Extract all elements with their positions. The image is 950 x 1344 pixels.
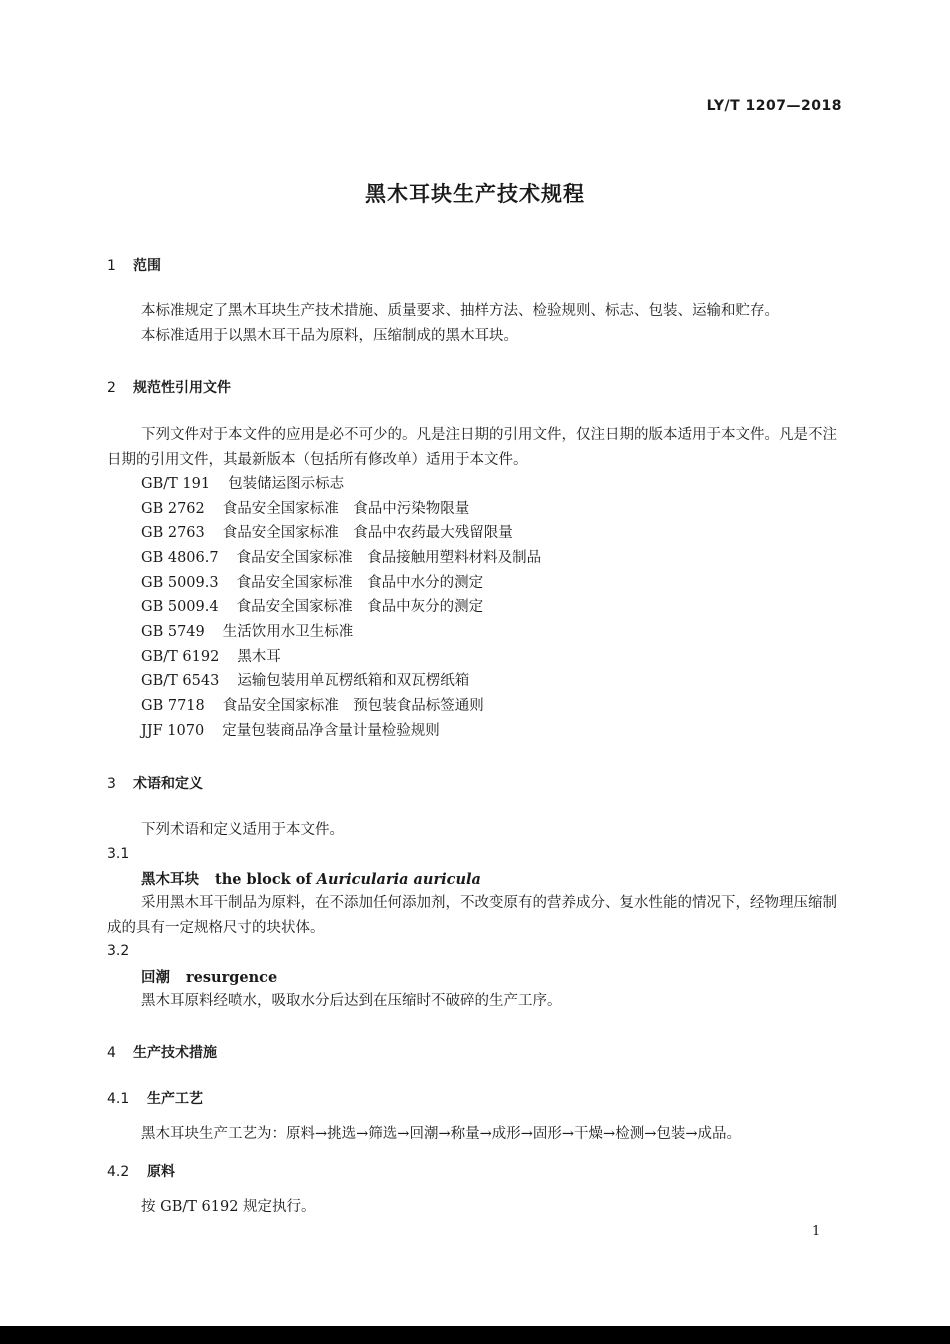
reference-name: 食品安全国家标准 食品中污染物限量 xyxy=(222,501,470,517)
reference-code: GB 4806.7 xyxy=(141,550,219,566)
term-en-prefix: the block of xyxy=(215,871,312,888)
reference-code: GB 5749 xyxy=(141,624,205,640)
reference-item xyxy=(141,546,541,567)
reference-code: GB 2762 xyxy=(141,501,205,517)
reference-item xyxy=(141,595,483,616)
section-1-heading xyxy=(107,255,161,275)
reference-name: 食品安全国家标准 食品中农药最大残留限量 xyxy=(222,525,513,541)
term-number: 3.1 xyxy=(107,846,130,862)
reference-name: 包装储运图示标志 xyxy=(228,476,345,492)
section-4-heading xyxy=(107,1042,217,1062)
reference-code: GB/T 6543 xyxy=(141,673,220,689)
term-3-1 xyxy=(141,868,481,889)
section-2-heading xyxy=(107,377,231,397)
reference-item xyxy=(141,497,469,518)
reference-name: 食品安全国家标准 食品接触用塑料材料及制品 xyxy=(236,550,542,566)
reference-item xyxy=(141,694,484,715)
reference-code: GB 5009.4 xyxy=(141,599,219,615)
paragraph: 本标准适用于以黑木耳干品为原料，压缩制成的黑木耳块。 xyxy=(141,328,518,344)
reference-item xyxy=(141,472,344,493)
section-4-2-heading xyxy=(107,1161,175,1181)
paragraph: 下列术语和定义适用于本文件。 xyxy=(141,822,344,838)
term-number: 3.2 xyxy=(107,943,130,959)
document-title: 黑木耳块生产技术规程 xyxy=(365,182,585,206)
reference-code: GB 2763 xyxy=(141,525,205,541)
reference-item xyxy=(141,571,483,592)
section-title: 生产工艺 xyxy=(147,1091,203,1107)
section-number: 2 xyxy=(107,380,116,396)
reference-code: JJF 1070 xyxy=(141,723,205,739)
reference-code: GB/T 6192 xyxy=(141,649,220,665)
term-en-italic: Auricularia auricula xyxy=(316,871,481,888)
term-definition: 黑木耳原料经喷水，吸取水分后达到在压缩时不破碎的生产工序。 xyxy=(141,993,562,1009)
section-number: 4.1 xyxy=(107,1091,130,1107)
reference-code: GB/T 191 xyxy=(141,476,211,492)
term-en: resurgence xyxy=(186,969,278,986)
section-number: 4.2 xyxy=(107,1164,130,1180)
term-cn: 黑木耳块 xyxy=(141,871,199,888)
paragraph: 按 GB/T 6192 规定执行。 xyxy=(141,1199,316,1215)
paragraph: 本标准规定了黑木耳块生产技术措施、质量要求、抽样方法、检验规则、标志、包装、运输和贮存。 xyxy=(141,303,779,319)
reference-name: 食品安全国家标准 预包装食品标签通则 xyxy=(222,698,484,714)
section-title: 术语和定义 xyxy=(133,776,203,792)
section-title: 规范性引用文件 xyxy=(133,380,231,396)
reference-item xyxy=(141,719,440,740)
section-title: 范围 xyxy=(133,258,161,274)
reference-item xyxy=(141,620,353,641)
term-en xyxy=(215,871,481,888)
paragraph: 黑木耳块生产工艺为：原料→挑选→筛选→回潮→称量→成形→固形→干燥→检测→包装→成品。 xyxy=(141,1126,741,1142)
section-title: 生产技术措施 xyxy=(133,1045,217,1061)
reference-name: 定量包装商品净含量计量检验规则 xyxy=(222,723,440,739)
term-3-2 xyxy=(141,966,277,987)
reference-item xyxy=(141,521,513,542)
standard-code: LY/T 1207—2018 xyxy=(706,98,842,114)
section-number: 4 xyxy=(107,1045,116,1061)
section-3-heading xyxy=(107,773,203,793)
term-definition: 采用黑木耳干制品为原料，在不添加任何添加剂，不改变原有的营养成分、复水性能的情况下，经物理压缩制成的具有一定规格尺寸的块状体。 xyxy=(107,895,837,936)
reference-name: 黑木耳 xyxy=(237,649,281,665)
reference-name: 食品安全国家标准 食品中水分的测定 xyxy=(236,575,484,591)
reference-name: 食品安全国家标准 食品中灰分的测定 xyxy=(236,599,484,615)
reference-name: 运输包装用单瓦楞纸箱和双瓦楞纸箱 xyxy=(237,673,470,689)
term-cn: 回潮 xyxy=(141,969,170,986)
reference-item xyxy=(141,669,469,690)
bottom-border xyxy=(0,1326,950,1344)
page-number: 1 xyxy=(812,1224,821,1239)
reference-code: GB 7718 xyxy=(141,698,205,714)
section-title: 原料 xyxy=(147,1164,175,1180)
section-number: 3 xyxy=(107,776,116,792)
reference-code: GB 5009.3 xyxy=(141,575,219,591)
section-4-1-heading xyxy=(107,1088,203,1108)
reference-item xyxy=(141,645,281,666)
section-number: 1 xyxy=(107,258,116,274)
reference-name: 生活饮用水卫生标准 xyxy=(222,624,354,640)
paragraph: 下列文件对于本文件的应用是必不可少的。凡是注日期的引用文件，仅注日期的版本适用于本文件。凡是不注日期的引用文件，其最新版本（包括所有修改单）适用于本文件。 xyxy=(107,427,837,468)
